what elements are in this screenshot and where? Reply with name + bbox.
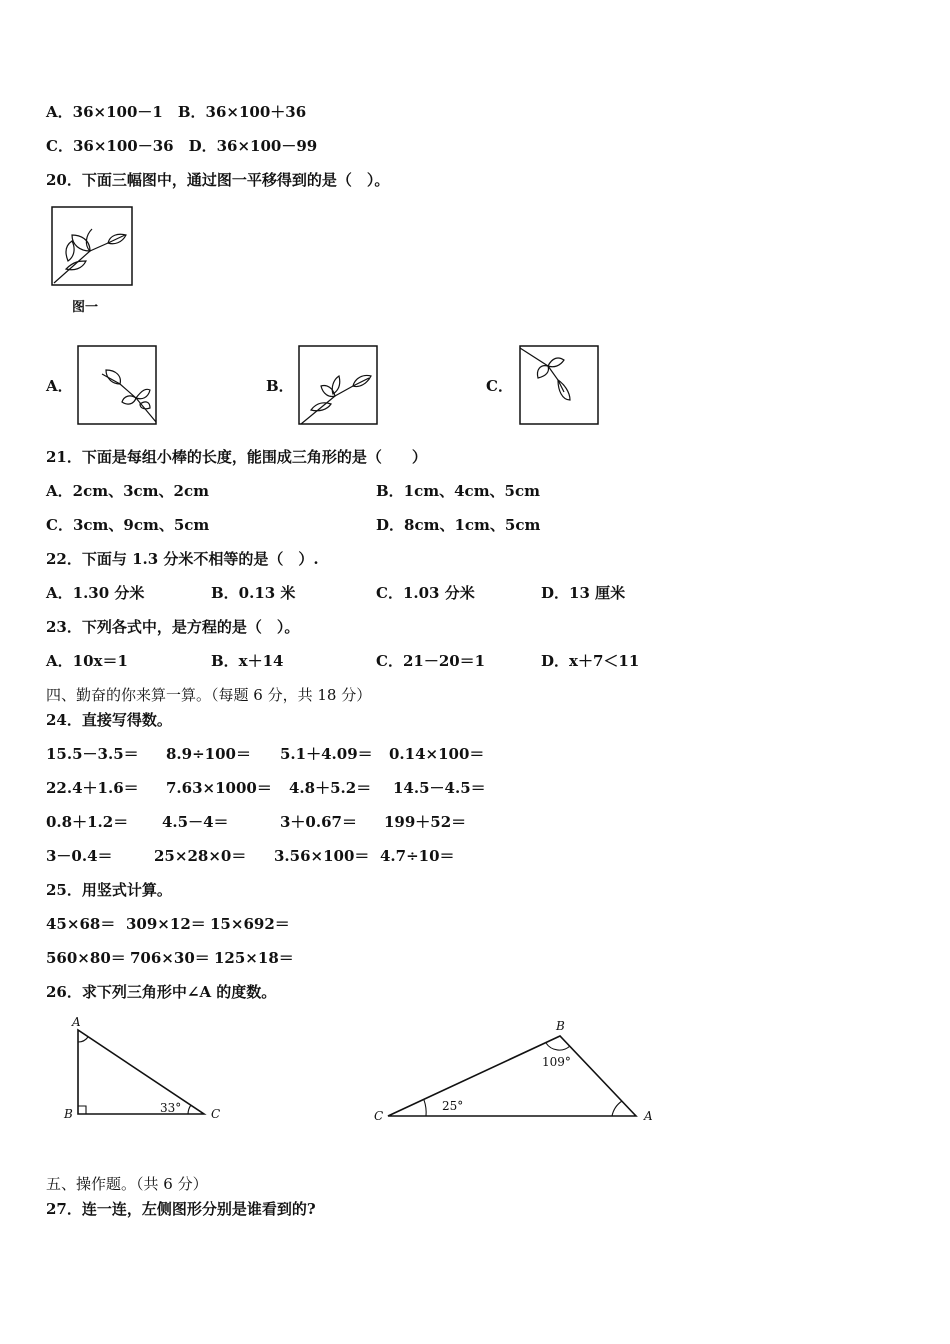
q20-option-c-figure — [518, 344, 602, 426]
section-5-title: 五、操作题。（共 6 分） — [46, 1175, 208, 1193]
q25-item: 560×80＝ — [46, 949, 126, 967]
q26-tri2-angle-c: 25° — [442, 1099, 464, 1113]
q20-figure-one — [50, 205, 140, 295]
q24-item: 0.8＋1.2＝ — [46, 813, 129, 831]
q24-item: 25×28×0＝ — [154, 847, 247, 865]
q24-item: 4.5－4＝ — [162, 813, 229, 831]
q21-option-c: C．3cm、9cm、5cm — [46, 516, 210, 534]
q25-item: 15×692＝ — [210, 915, 290, 933]
q24-item: 3.56×100＝ — [274, 847, 370, 865]
q24-item: 8.9÷100＝ — [166, 745, 251, 763]
q20-stem: 20．下面三幅图中，通过图一平移得到的是（ ）。 — [46, 171, 390, 189]
q26-tri1-label-c: C — [211, 1107, 221, 1121]
q21-option-d: D．8cm、1cm、5cm — [376, 516, 541, 534]
q20-option-c-label: C． — [486, 377, 513, 395]
q24-item: 4.8＋5.2＝ — [289, 779, 372, 797]
q23-option-d: D．x＋7＜11 — [541, 652, 640, 670]
q24-item: 15.5－3.5＝ — [46, 745, 139, 763]
q24-stem: 24．直接写得数。 — [46, 711, 172, 729]
q20-option-a-figure — [76, 344, 160, 426]
q25-stem: 25．用竖式计算。 — [46, 881, 172, 899]
q19-options-ab: A．36×100－1 B．36×100＋36 — [46, 103, 307, 121]
q20-option-b-label: B． — [266, 377, 294, 395]
q25-item: 309×12＝ — [126, 915, 206, 933]
q23-option-b: B．x＋14 — [211, 652, 284, 670]
q24-item: 4.7÷10＝ — [380, 847, 455, 865]
q21-option-a: A．2cm、3cm、2cm — [46, 482, 209, 500]
q22-option-d: D．13 厘米 — [541, 584, 626, 602]
q24-item: 3＋0.67＝ — [280, 813, 357, 831]
q27-stem: 27．连一连，左侧图形分别是谁看到的? — [46, 1200, 316, 1218]
q26-right-triangle — [60, 1012, 240, 1122]
q23-stem: 23．下列各式中，是方程的是（ ）。 — [46, 618, 300, 636]
q24-item: 22.4＋1.6＝ — [46, 779, 139, 797]
q22-stem: 22．下面与 1.3 分米不相等的是（ ）. — [46, 550, 319, 568]
q26-tri1-label-a: A — [72, 1015, 81, 1029]
q24-item: 3－0.4＝ — [46, 847, 113, 865]
q24-item: 199＋52＝ — [384, 813, 467, 831]
q20-option-b-figure — [297, 344, 381, 426]
q24-item: 7.63×1000＝ — [166, 779, 272, 797]
q23-option-a: A．10x＝1 — [46, 652, 128, 670]
q26-tri2-label-a: A — [644, 1109, 653, 1123]
q20-option-a-label: A． — [46, 377, 73, 395]
q26-tri2-label-c: C — [374, 1109, 384, 1123]
q26-stem: 26．求下列三角形中∠A 的度数。 — [46, 983, 277, 1001]
q25-item: 125×18＝ — [214, 949, 294, 967]
q26-obtuse-triangle — [370, 1012, 670, 1122]
section-4-title: 四、勤奋的你来算一算。（每题 6 分，共 18 分） — [46, 686, 372, 704]
q22-option-c: C．1.03 分米 — [376, 584, 475, 602]
q24-item: 0.14×100＝ — [389, 745, 485, 763]
q20-figure-caption: 图一 — [72, 300, 99, 315]
q21-stem: 21．下面是每组小棒的长度，能围成三角形的是（ ） — [46, 448, 427, 466]
q22-option-b: B．0.13 米 — [211, 584, 296, 602]
q21-option-b: B．1cm、4cm、5cm — [376, 482, 541, 500]
q23-option-c: C．21－20＝1 — [376, 652, 486, 670]
q26-tri2-label-b: B — [556, 1019, 565, 1033]
q26-tri2-angle-b: 109° — [542, 1055, 571, 1069]
q22-option-a: A．1.30 分米 — [46, 584, 145, 602]
q25-item: 706×30＝ — [130, 949, 210, 967]
q24-item: 14.5－4.5＝ — [393, 779, 486, 797]
q19-options-cd: C．36×100－36 D．36×100－99 — [46, 137, 318, 155]
q26-tri1-label-b: B — [64, 1107, 73, 1121]
q25-item: 45×68＝ — [46, 915, 116, 933]
q24-item: 5.1＋4.09＝ — [280, 745, 373, 763]
q26-tri1-angle-c: 33° — [160, 1101, 182, 1115]
